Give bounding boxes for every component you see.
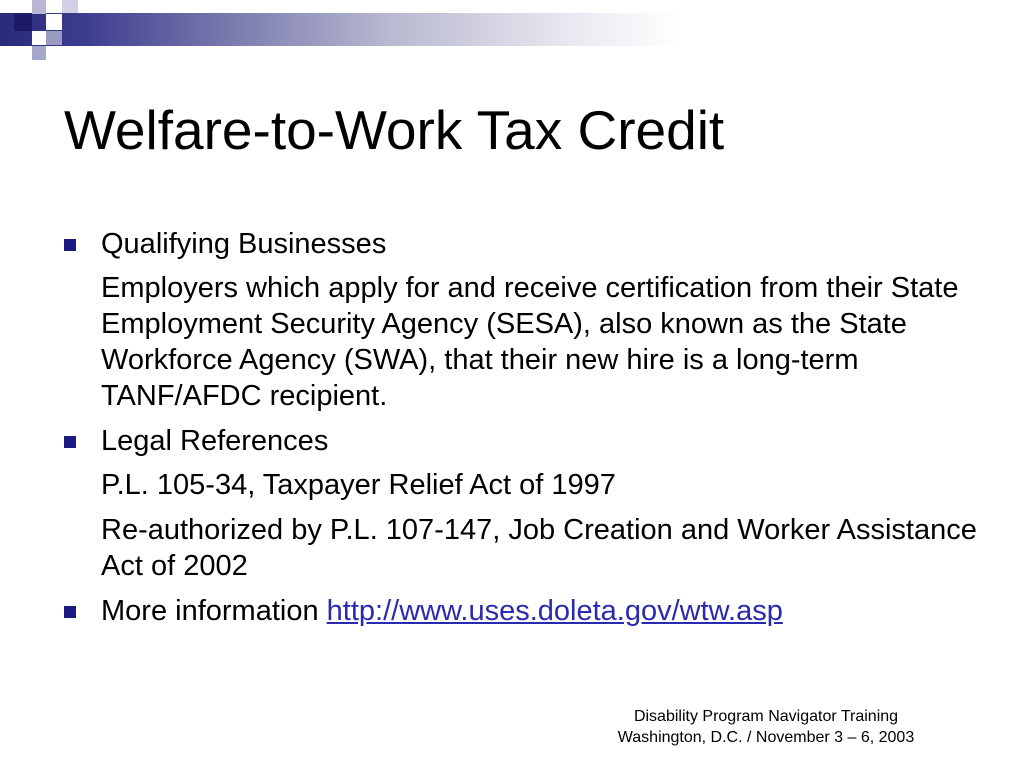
sub-paragraph: P.L. 105-34, Taxpayer Relief Act of 1997 [101, 469, 616, 501]
decorative-square [46, 14, 62, 30]
square-bullet-icon [64, 239, 76, 251]
footer-line: Washington, D.C. / November 3 – 6, 2003 [617, 729, 915, 746]
bullet-item [64, 423, 984, 459]
bullet-text: Qualifying Businesses [101, 228, 387, 260]
square-bullet-icon [64, 606, 76, 618]
slide-title: Welfare-to-Work Tax Credit [64, 99, 725, 161]
bullet-item [64, 226, 984, 262]
decorative-square [32, 0, 46, 14]
bullet-text: More information [101, 595, 327, 627]
footer-line: Disability Program Navigator Training [633, 708, 899, 725]
footer [560, 706, 972, 748]
bullet-text: Legal References [101, 425, 329, 457]
decorative-square [14, 13, 32, 31]
slide-content [64, 226, 984, 637]
header-gradient-bar [0, 13, 1024, 46]
decorative-square [32, 31, 46, 45]
decorative-square [62, 0, 78, 13]
decorative-square [46, 31, 62, 45]
sub-paragraph: Employers which apply for and receive certification from their State Employment Security Agency (SESA), also known as the State Workforce Agency (SWA), that their new hire is a long-term TANF/AFDC recipient. [101, 272, 959, 412]
sub-paragraph: Re-authorized by P.L. 107-147, Job Creation and Worker Assistance Act of 2002 [101, 514, 977, 582]
decorative-square [32, 46, 46, 60]
bullet-item [64, 593, 984, 629]
info-link[interactable]: http://www.uses.doleta.gov/wtw.asp [326, 595, 783, 627]
square-bullet-icon [64, 436, 76, 448]
